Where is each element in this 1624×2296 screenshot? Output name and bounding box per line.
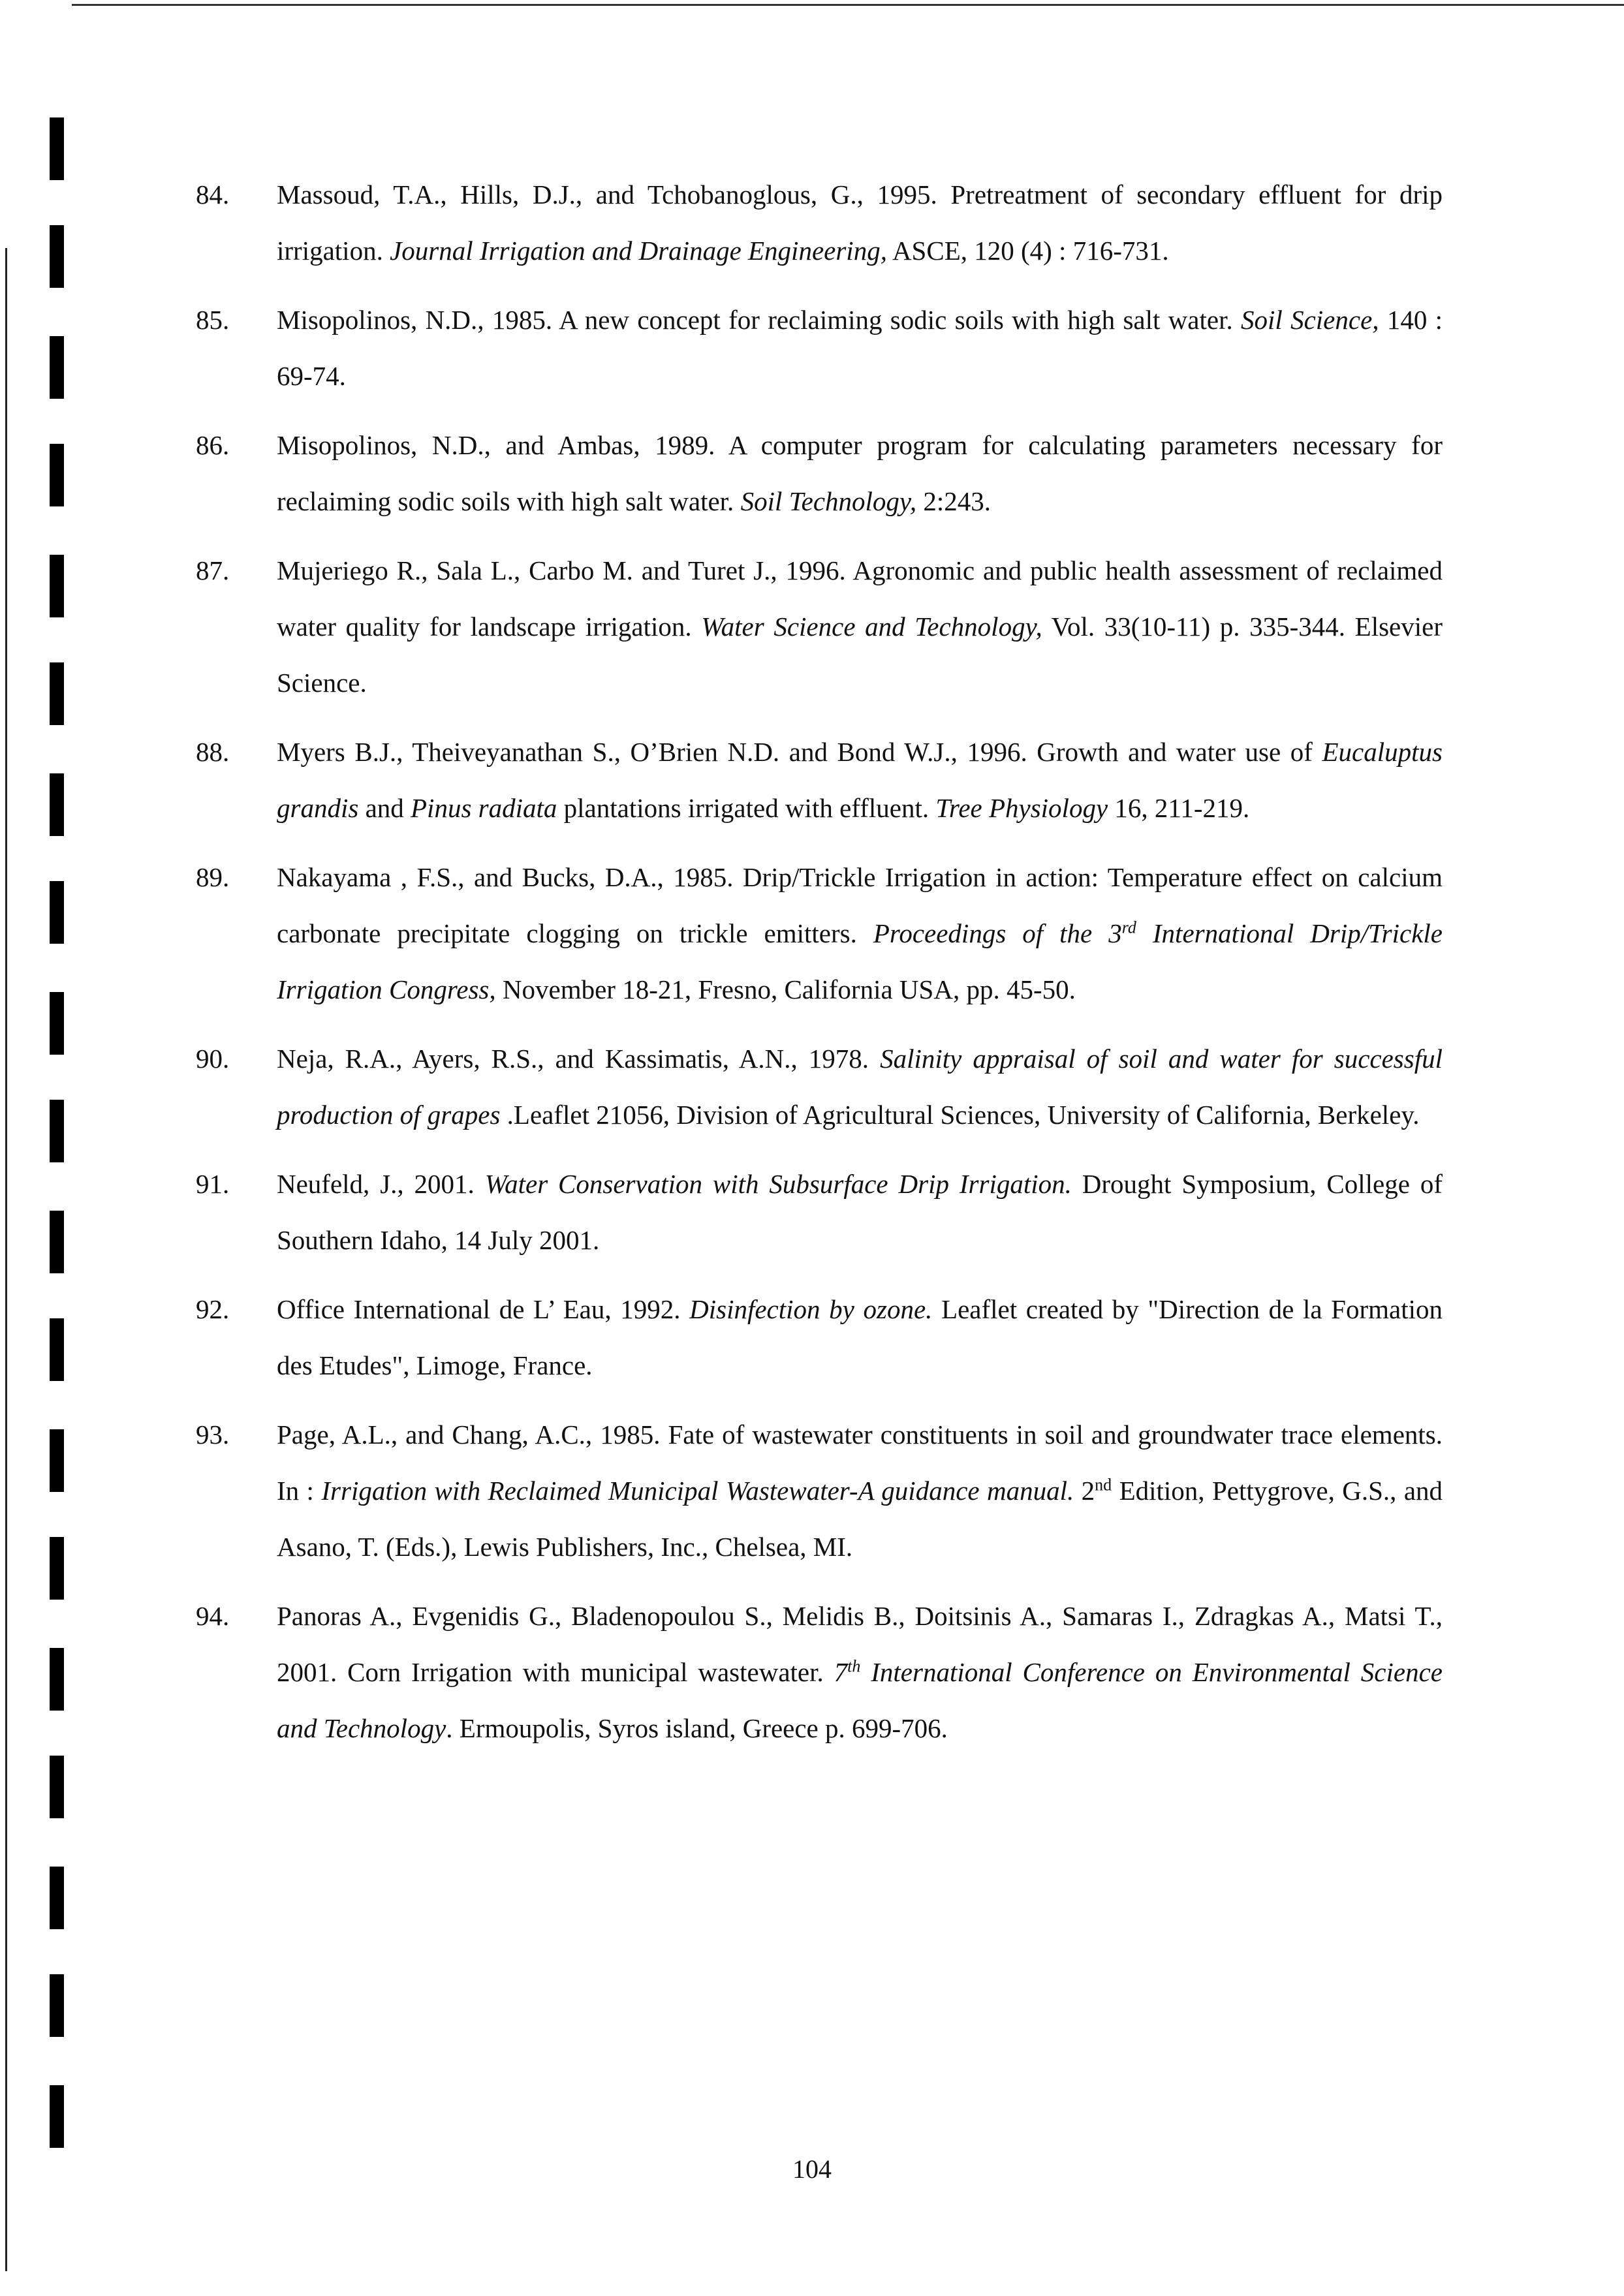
reference-entry [196, 1406, 1443, 1575]
reference-text-segment: and [358, 793, 411, 823]
reference-text-segment: Neufeld, J., 2001. [277, 1169, 485, 1199]
reference-italic-text: Journal Irrigation and Drainage Engineering, [390, 236, 887, 266]
reference-text-segment: Panoras A., Evgenidis G., Bladenopoulou S., Melidis B., Doitsinis A., Samaras I., Zdragkas A., Matsi T., 2001. Corn Irrigation with municipal wastewater. [277, 1601, 1443, 1687]
reference-italic-text: International Drip/Trickle Irrigation Congress, [277, 918, 1443, 1004]
reference-number: 94. [196, 1601, 230, 1631]
reference-text-segment: Office International de L’ Eau, 1992. [277, 1294, 690, 1324]
left-scan-rule [5, 248, 7, 2271]
reference-text-segment: Myers B.J., Theiveyanathan S., O’Brien N.D. and Bond W.J., 1996. Growth and water use of [277, 737, 1322, 767]
reference-italic-text: Water Science and Technology, [701, 612, 1042, 642]
reference-number: 90. [196, 1044, 230, 1074]
binding-hole-mark [50, 1318, 64, 1381]
binding-hole-mark [50, 1756, 64, 1818]
reference-number: 86. [196, 430, 230, 460]
reference-text-segment: Neja, R.A., Ayers, R.S., and Kassimatis, A.N., 1978. [277, 1044, 881, 1074]
reference-italic-text: th [847, 1656, 861, 1676]
reference-italic-text: International Conference on Environmental Science and Technology [277, 1657, 1443, 1743]
reference-italic-text: Soil Science, [1241, 305, 1379, 335]
reference-text-segment: Page, A.L., and Chang, A.C., 1985. Fate of wastewater constituents in soil and groundwater trace elements. In : [277, 1419, 1443, 1506]
binding-hole-mark [50, 225, 64, 288]
reference-text [277, 166, 1443, 279]
binding-hole-mark [50, 1100, 64, 1162]
binding-hole-mark [50, 2085, 64, 2148]
binding-hole-mark [50, 1211, 64, 1273]
page-number: 104 [792, 2154, 832, 2184]
reference-entry [196, 542, 1443, 711]
reference-list [196, 166, 1443, 1769]
reference-text-segment: Misopolinos, N.D., 1985. A new concept for reclaiming sodic soils with high salt water. [277, 305, 1241, 335]
binding-hole-mark [50, 1867, 64, 1929]
reference-text-segment: November 18-21, Fresno, California USA, pp. 45-50. [495, 974, 1076, 1004]
binding-hole-mark [50, 117, 64, 180]
binding-hole-mark [50, 1648, 64, 1711]
reference-text [277, 849, 1443, 1017]
reference-text-segment: Edition, Pettygrove, G.S., and Asano, T. (Eds.), Lewis Publishers, Inc., Chelsea, MI. [277, 1476, 1443, 1562]
reference-entry [196, 1031, 1443, 1143]
reference-italic-text: 7 [834, 1657, 848, 1687]
reference-italic-text: Salinity appraisal of soil and water for successful production of grapes [277, 1044, 1443, 1130]
reference-italic-text: rd [1121, 918, 1136, 937]
reference-number: 84. [196, 179, 230, 209]
reference-italic-text: Eucaluptus grandis [277, 737, 1443, 823]
reference-text [277, 1156, 1443, 1268]
binding-hole-mark [50, 444, 64, 506]
reference-text [277, 542, 1443, 711]
reference-text [277, 1031, 1443, 1143]
reference-entry [196, 292, 1443, 404]
reference-text [277, 724, 1443, 836]
reference-italic-text: Soil Technology, [740, 486, 917, 516]
reference-text [277, 1281, 1443, 1393]
reference-italic-text: Pinus radiata [411, 793, 557, 823]
reference-text [277, 1406, 1443, 1575]
reference-entry [196, 724, 1443, 836]
reference-text-segment: Misopolinos, N.D., and Ambas, 1989. A computer program for calculating parameters necessary for reclaiming sodic soils with high salt water. [277, 430, 1443, 516]
reference-text-segment: . Ermoupolis, Syros island, Greece p. 699-706. [446, 1713, 948, 1743]
reference-text [277, 1588, 1443, 1756]
top-scan-rule [72, 4, 1624, 6]
reference-text-segment: Drought Symposium, College of Southern Idaho, 14 July 2001. [277, 1169, 1443, 1255]
reference-italic-text: Disinfection by ozone. [689, 1294, 933, 1324]
binding-hole-mark [50, 662, 64, 725]
reference-number: 87. [196, 555, 230, 585]
reference-entry [196, 1588, 1443, 1756]
reference-text-segment: .Leaflet 21056, Division of Agricultural Sciences, University of California, Berkeley. [500, 1100, 1420, 1130]
reference-text [277, 292, 1443, 404]
reference-number: 88. [196, 737, 230, 767]
reference-entry [196, 1156, 1443, 1268]
reference-text-segment: nd [1095, 1475, 1112, 1495]
reference-text-segment: 2 [1074, 1476, 1095, 1506]
binding-hole-mark [50, 1974, 64, 2037]
reference-entry [196, 417, 1443, 529]
reference-number: 93. [196, 1419, 230, 1450]
reference-text-segment: Nakayama , F.S., and Bucks, D.A., 1985. Drip/Trickle Irrigation in action: Temperature effect on calcium carbonate precipitate clogging on trickle emitters. [277, 862, 1443, 948]
reference-text-segment: 2:243. [916, 486, 992, 516]
binding-hole-mark [50, 1537, 64, 1600]
reference-italic-text: Water Conservation with Subsurface Drip Irrigation. [484, 1169, 1072, 1199]
reference-italic-text: Tree Physiology [935, 793, 1108, 823]
reference-number: 92. [196, 1294, 230, 1324]
reference-number: 85. [196, 305, 230, 335]
reference-text-segment: Massoud, T.A., Hills, D.J., and Tchobanoglous, G., 1995. Pretreatment of secondary effluent for drip irrigation. [277, 179, 1443, 266]
reference-number: 89. [196, 862, 230, 892]
binding-hole-mark [50, 992, 64, 1055]
reference-italic-text: Proceedings of the 3 [873, 918, 1122, 948]
reference-text-segment: Mujeriego R., Sala L., Carbo M. and Turet J., 1996. Agronomic and public health assessment of reclaimed water quality for landscape irrigation. [277, 555, 1443, 642]
reference-text [277, 417, 1443, 529]
reference-text-segment: 140 : 69-74. [277, 305, 1443, 391]
binding-hole-mark [50, 336, 64, 399]
reference-entry [196, 849, 1443, 1017]
reference-text-segment: Leaflet created by "Direction de la Formation des Etudes", Limoge, France. [277, 1294, 1443, 1380]
binding-hole-mark [50, 1429, 64, 1492]
reference-italic-text: Irrigation with Reclaimed Municipal Wastewater-A guidance manual. [321, 1476, 1074, 1506]
reference-text-segment: 16, 211-219. [1108, 793, 1250, 823]
reference-entry [196, 1281, 1443, 1393]
reference-text-segment: plantations irrigated with effluent. [557, 793, 936, 823]
reference-number: 91. [196, 1169, 230, 1199]
reference-text-segment: ASCE, 120 (4) : 716-731. [886, 236, 1169, 266]
binding-hole-mark [50, 555, 64, 617]
binding-hole-mark [50, 773, 64, 836]
reference-entry [196, 166, 1443, 279]
reference-text-segment: Vol. 33(10-11) p. 335-344. Elsevier Science. [277, 612, 1443, 698]
binding-hole-mark [50, 881, 64, 944]
